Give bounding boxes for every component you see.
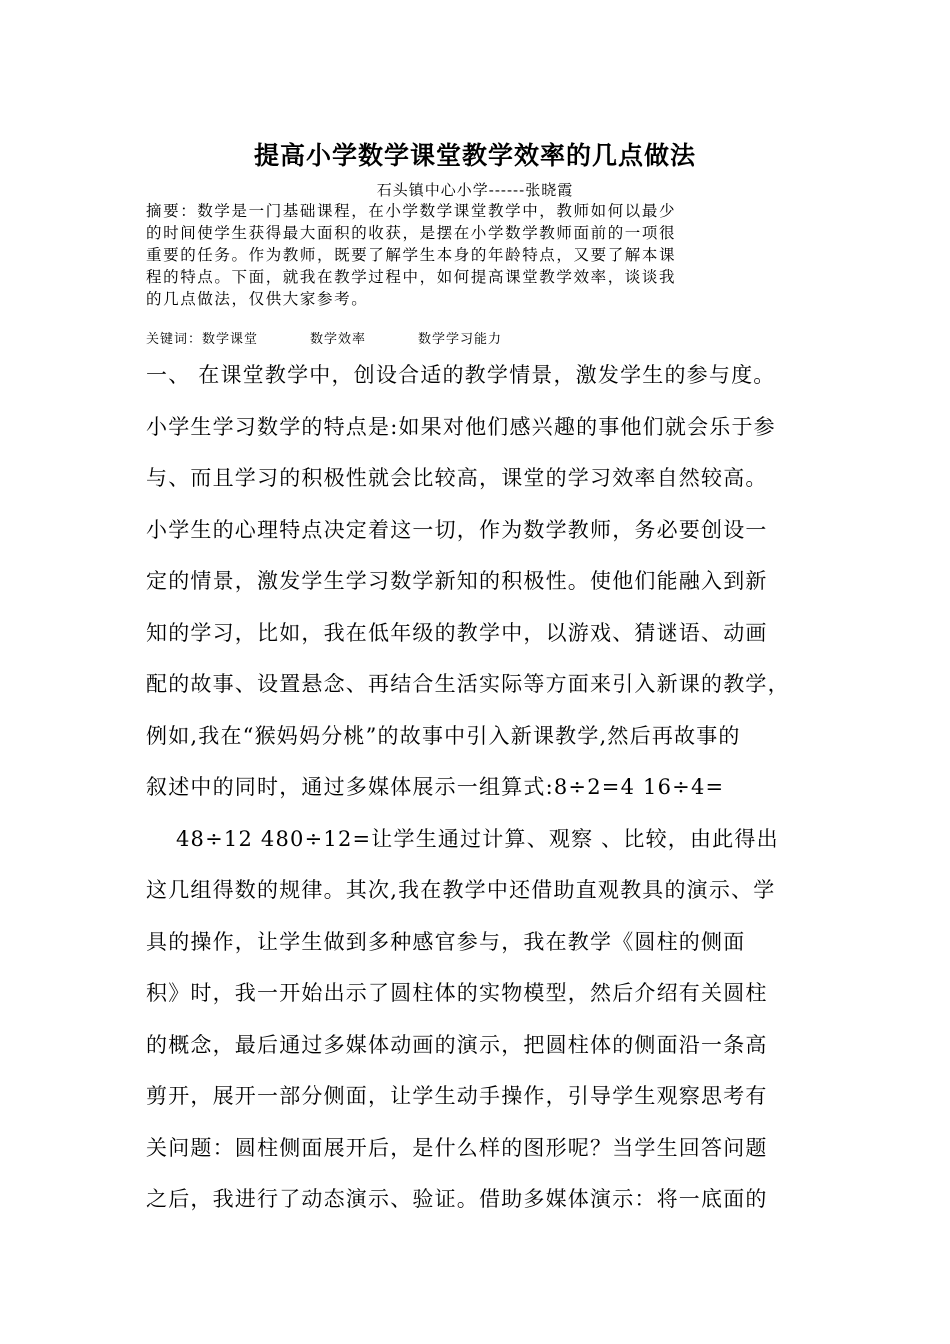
body-line: 具的操作，让学生做到多种感官参与，我在教学《圆柱的侧面 (146, 929, 746, 954)
abstract-line: 的时间使学生获得最大面积的收获，是摆在小学数学教师面前的一项很 (146, 224, 677, 242)
abstract (146, 200, 806, 310)
abstract-line: 的几点做法，仅供大家参考。 (146, 290, 369, 308)
body-line: 之后，我进行了动态演示、验证。借助多媒体演示：将一底面的 (146, 1187, 768, 1211)
keyword: 数学课堂 (202, 332, 259, 347)
body-line: 小学生的心理特点决定着这一切，作为数学教师，务必要创设一 (146, 517, 768, 542)
body-line: 小学生学习数学的特点是:如果对他们感兴趣的事他们就会乐于参 (146, 414, 776, 439)
body-line: 积》时，我一开始出示了圆柱体的实物模型，然后介绍有关圆柱 (146, 981, 768, 1005)
abstract-line: 摘要：数学是一门基础课程，在小学数学课堂教学中，教师如何以最少 (146, 202, 677, 220)
author-line: 石头镇中心小学------张晓霞 (376, 181, 574, 199)
body-line: 与、而且学习的积极性就会比较高，课堂的学习效率自然较高。 (146, 466, 768, 490)
keywords-label: 关键词： (146, 332, 203, 347)
body-line: 定的情景，激发学生学习数学新知的积极性。使他们能融入到新 (146, 569, 768, 593)
document-title: 提高小学数学课堂教学效率的几点做法 (253, 141, 696, 170)
keyword: 数学学习能力 (418, 332, 503, 347)
body-line: 知的学习，比如，我在低年级的教学中，以游戏、猜谜语、动画 (146, 620, 768, 645)
body-line: 48÷12 480÷12=让学生通过计算、观察 、比较，由此得出 (176, 826, 779, 851)
keyword: 数学效率 (310, 332, 367, 347)
section-heading: 一、 在课堂教学中，创设合适的教学情景，激发学生的参与度。 (146, 363, 776, 387)
body-line: 这几组得数的规律。其次,我在教学中还借助直观教具的演示、学 (146, 878, 776, 902)
keywords-line (146, 328, 502, 347)
body-line: 关问题：圆柱侧面展开后，是什么样的图形呢？当学生回答问题 (146, 1135, 768, 1160)
body-line: 例如,我在“猴妈妈分桃”的故事中引入新课教学,然后再故事的 (146, 723, 741, 748)
body-text (146, 355, 811, 1231)
body-line: 的概念，最后通过多媒体动画的演示，把圆柱体的侧面沿一条高 (146, 1032, 768, 1057)
body-line: 剪开，展开一部分侧面，让学生动手操作，引导学生观察思考有 (146, 1084, 768, 1108)
abstract-line: 重要的任务。作为教师，既要了解学生本身的年龄特点，又要了解本课 (146, 246, 677, 264)
abstract-line: 程的特点。下面，就我在教学过程中，如何提高课堂教学效率，谈谈我 (146, 268, 677, 286)
body-line: 叙述中的同时，通过多媒体展示一组算式:8÷2=4 16÷4= (146, 775, 725, 799)
body-line: 配的故事、设置悬念、再结合生活实际等方面来引入新课的教学， (146, 672, 790, 696)
